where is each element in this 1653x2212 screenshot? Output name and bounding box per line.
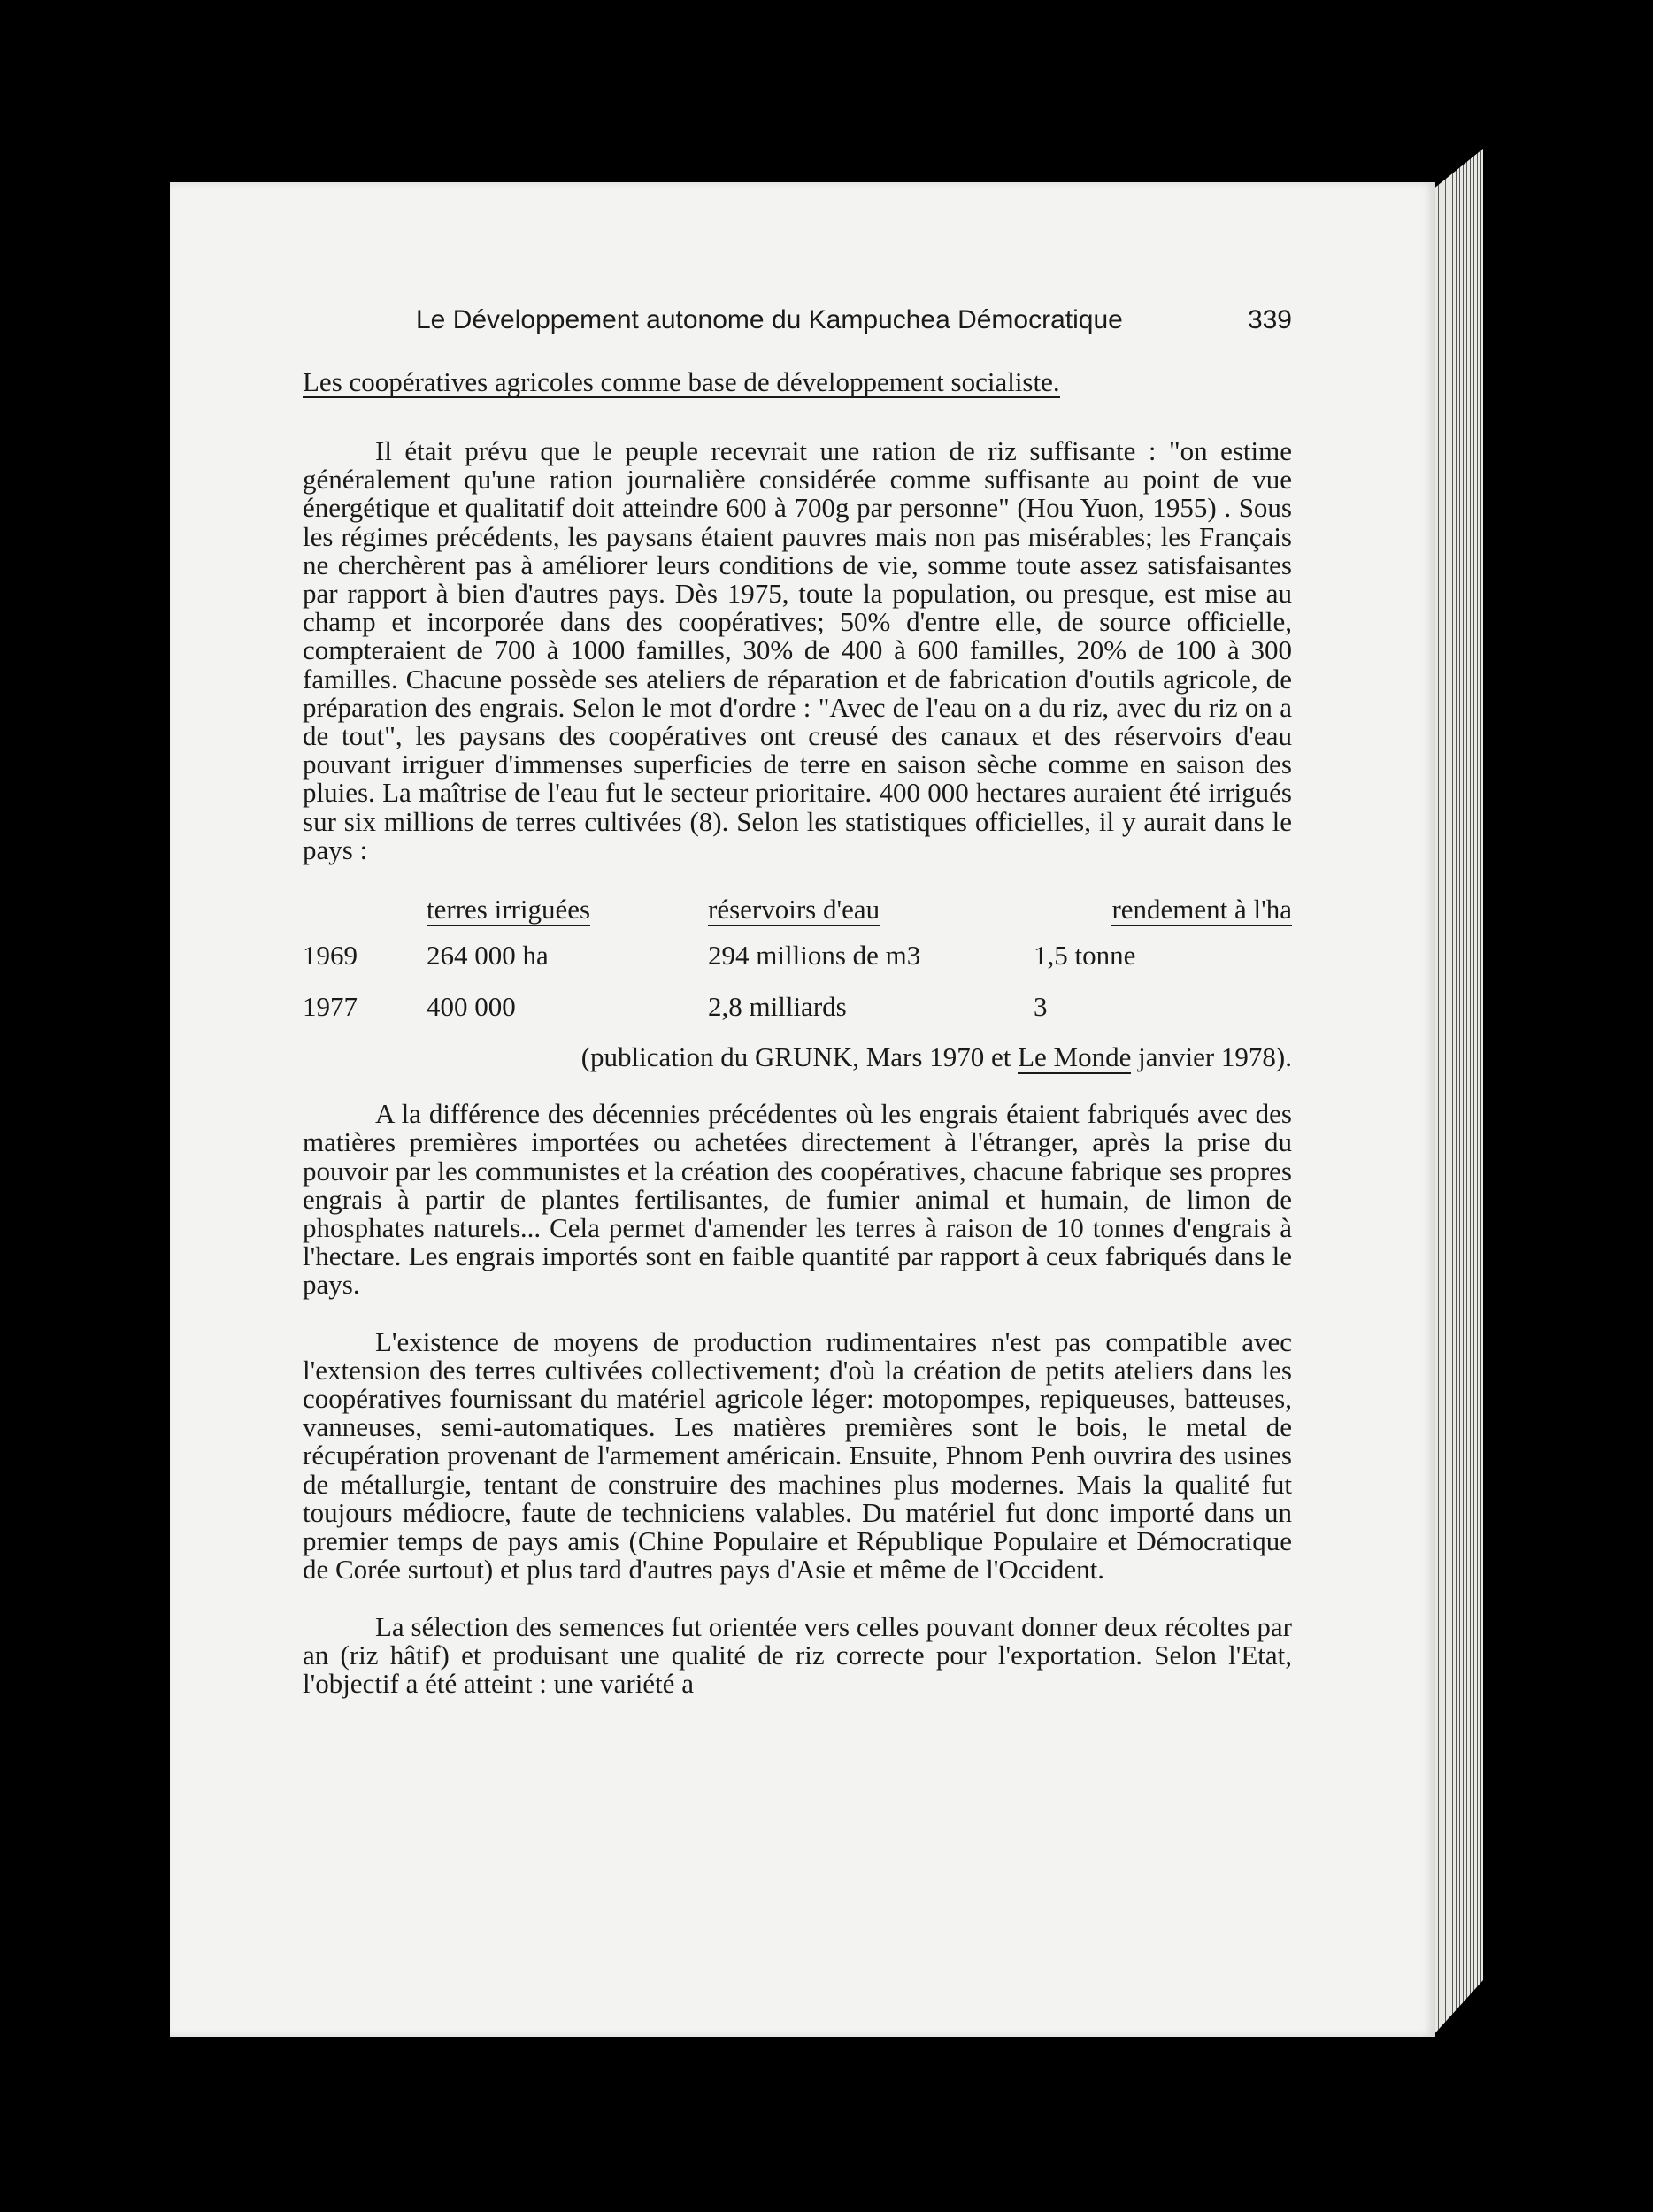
- source-text-before: (publication du GRUNK, Mars 1970 et: [580, 1041, 1019, 1073]
- table-cell-rendement: 3: [1034, 990, 1048, 1022]
- table-row: [303, 981, 1292, 1033]
- table-header-reservoirs: réservoirs d'eau: [708, 893, 880, 925]
- table-header-row: [303, 889, 1292, 930]
- table-cell-rendement: 1,5 tonne: [1034, 939, 1136, 971]
- running-title: Le Développement autonome du Kampuchea Démocratique: [416, 305, 1123, 334]
- table-header-empty: [303, 889, 409, 930]
- source-newspaper: Le Monde: [1018, 1041, 1132, 1073]
- table-cell-year: 1977: [303, 990, 358, 1022]
- table-row: [303, 930, 1292, 981]
- table-cell-reservoirs: 2,8 milliards: [708, 990, 847, 1022]
- section-heading: Les coopératives agricoles comme base de développement socialiste.: [303, 366, 1060, 397]
- table-source: [303, 1043, 1292, 1071]
- book-page: [170, 182, 1435, 2037]
- table-header-rendement: rendement à l'ha: [1111, 893, 1292, 925]
- statistics-table: [303, 889, 1292, 1033]
- page-body: [303, 306, 1292, 1698]
- paragraph-3: L'existence de moyens de production rudimentaires n'est pas compatible avec l'extension des terres cultivées collectivement; d'où la création de petits ateliers dans les coopératives fournissant du matériel agricole léger: motopompes, repiqueuses, batteuses, vanneuses, semi-automatiques. Les matières premières sont le bois, le metal de récupération provenant de l'armement américain. Ensuite, Phnom Penh ouvrira des usines de métallurgie, tentant de construire des machines plus modernes. Mais la qualité fut toujours médiocre, faute de techniciens valables. Du matériel fut donc importé dans un premier temps de pays amis (Chine Populaire et République Populaire et Démocratique de Corée surtout) et plus tard d'autres pays d'Asie et même de l'Occident.: [303, 1325, 1292, 1586]
- table-cell-year: 1969: [303, 939, 358, 971]
- table-cell-reservoirs: 294 millions de m3: [708, 939, 921, 971]
- running-header: [303, 306, 1292, 342]
- page-number: 339: [1247, 305, 1292, 334]
- table-cell-terres: 264 000 ha: [427, 939, 549, 971]
- source-text-after: janvier 1978).: [1131, 1041, 1292, 1073]
- paragraph-2: A la différence des décennies précédentes où les engrais étaient fabriqués avec des matières premières importées ou achetées directement à l'étranger, après la prise du pouvoir par les communistes et la création des coopératives, chacune fabrique ses propres engrais à partir de plantes fertilisantes, de fumier animal et humain, de limon de phosphates naturels... Cela permet d'amender les terres à raison de 10 tonnes d'engrais à l'hectare. Les engrais importés sont en faible quantité par rapport à ceux fabriqués dans le pays.: [303, 1098, 1292, 1301]
- page-edges: [1432, 149, 1483, 2037]
- paragraph-4: La sélection des semences fut orientée vers celles pouvant donner deux récoltes par an (riz hâtif) et produisant une qualité de riz correcte pour l'exportation. Selon l'Etat, l'objectif a été atteint : une variété a: [303, 1610, 1292, 1699]
- table-header-terres: terres irriguées: [427, 893, 591, 925]
- table-cell-terres: 400 000: [427, 990, 516, 1022]
- paragraph-1: Il était prévu que le peuple recevrait une ration de riz suffisante : "on estime généralement qu'une ration journalière considérée comme suffisante au point de vue énergétique et qualitatif doit atteindre 600 à 700g par personne" (Hou Yuon, 1955) . Sous les régimes précédents, les paysans étaient pauvres mais non pas misérables; les Français ne cherchèrent pas à améliorer leurs conditions de vie, somme toute assez satisfaisantes par rapport à bien d'autres pays. Dès 1975, toute la population, ou presque, est mise au champ et incorporée dans des coopératives; 50% d'entre elle, de source officielle, compteraient de 700 à 1000 familles, 30% de 400 à 600 familles, 20% de 100 à 300 familles. Chacune possède ses ateliers de réparation et de fabrication d'outils agricole, de préparation des engrais. Selon le mot d'ordre : "Avec de l'eau on a du riz, avec du riz on a de tout", les paysans des coopératives ont creusé des canaux et des réservoirs d'eau pouvant irriguer d'immenses superficies de terre en saison sèche comme en saison des pluies. La maîtrise de l'eau fut le secteur prioritaire. 400 000 hectares auraient été irrigués sur six millions de terres cultivées (8). Selon les statistiques officielles, il y aurait dans le pays :: [303, 435, 1292, 865]
